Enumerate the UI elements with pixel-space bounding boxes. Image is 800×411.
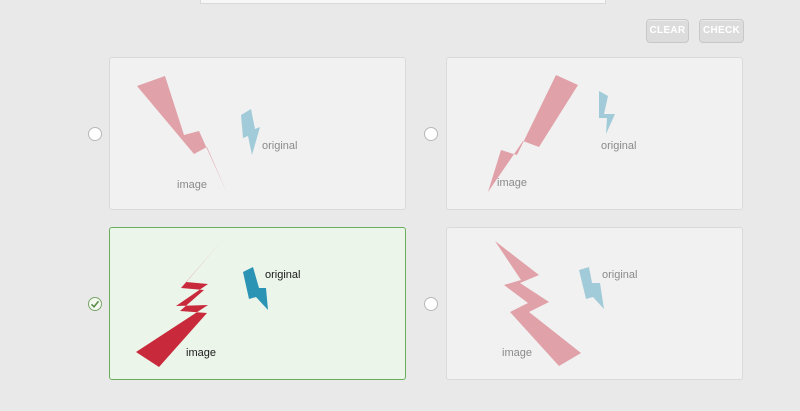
option-4-original-label: original — [602, 269, 638, 281]
option-2-radio[interactable] — [424, 127, 438, 141]
option-4-image-label: image — [502, 347, 532, 359]
option-2-card[interactable] — [446, 57, 743, 210]
option-1-image-label: image — [177, 179, 207, 191]
original-bolt-shape — [579, 267, 604, 309]
image-bolt-shape — [137, 76, 227, 193]
original-bolt-shape — [241, 109, 260, 155]
option-4-figure — [447, 228, 742, 379]
option-3-figure — [110, 228, 405, 379]
option-3-original-label: original — [265, 269, 301, 281]
option-1-radio[interactable] — [88, 127, 102, 141]
option-2-figure — [447, 58, 742, 209]
option-1-figure — [110, 58, 405, 209]
option-4-card[interactable] — [446, 227, 743, 380]
option-3-card[interactable] — [109, 227, 406, 380]
check-button[interactable]: CHECK — [699, 19, 744, 43]
option-2-image-label: image — [497, 177, 527, 189]
original-bolt-shape — [599, 91, 615, 134]
clear-button[interactable]: CLEAR — [646, 19, 689, 43]
option-3-radio[interactable] — [88, 297, 102, 311]
option-2-original-label: original — [601, 140, 637, 152]
checkmark-icon — [89, 298, 101, 310]
top-panel-edge — [200, 0, 606, 4]
option-4-radio[interactable] — [424, 297, 438, 311]
option-1-card[interactable] — [109, 57, 406, 210]
option-1-original-label: original — [262, 140, 298, 152]
image-bolt-shape — [488, 75, 578, 192]
option-3-image-label: image — [186, 347, 216, 359]
